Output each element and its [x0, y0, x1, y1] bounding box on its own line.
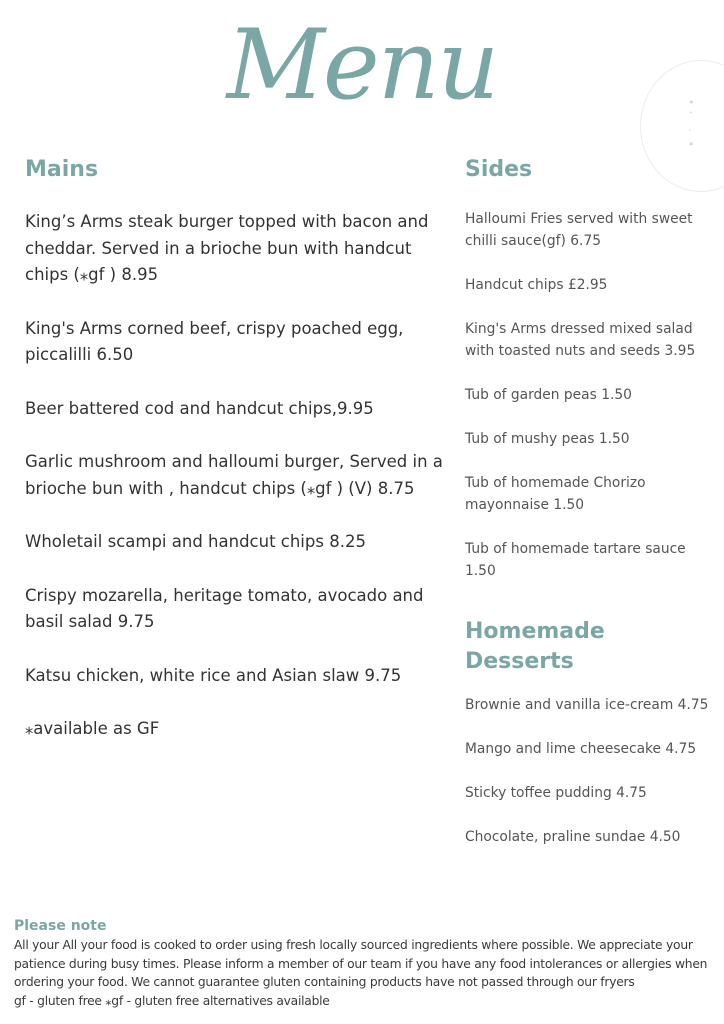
desserts-item-toffee-pudding: Sticky toffee pudding 4.75 [465, 785, 647, 801]
sides-item-tartare-sauce: Tub of homemade tartare sauce 1.50 [465, 541, 686, 579]
mains-item-halloumi-burger: Garlic mushroom and halloumi burger, Served in a brioche bun with , handcut chips (⁎gf ) (V) 8.75 [25, 452, 443, 498]
mains-section [25, 155, 445, 743]
gf-availability-note: ⁎available as GF [25, 719, 160, 738]
desserts-item-praline-sundae: Chocolate, praline sundae 4.50 [465, 829, 681, 845]
footer-note-line: gf - gluten free ⁎gf - gluten free alternatives available [14, 993, 330, 1008]
mains-heading: Mains [25, 157, 99, 182]
sides-section [465, 155, 720, 870]
mains-item-corned-beef: King's Arms corned beef, crispy poached egg, piccalilli 6.50 [25, 318, 404, 364]
footer-note [14, 916, 714, 1010]
footer-note-heading: Please note [14, 918, 107, 934]
footer-note-line: patience during busy times. Please inform a member of our team if you have any food intolerances or allergies when [14, 956, 708, 971]
menu-title: Menu [226, 9, 498, 121]
decorative-marks: • ˆ · • [688, 96, 695, 151]
sides-item-handcut-chips: Handcut chips £2.95 [465, 277, 608, 293]
mains-item-katsu-chicken: Katsu chicken, white rice and Asian slaw 9.75 [25, 665, 402, 685]
desserts-item-cheesecake: Mango and lime cheesecake 4.75 [465, 741, 697, 757]
sides-item-mixed-salad: King's Arms dressed mixed salad with toasted nuts and seeds 3.95 [465, 321, 696, 359]
sides-heading: Sides [465, 157, 533, 182]
sides-item-halloumi-fries: Halloumi Fries served with sweet chilli sauce(gf) 6.75 [465, 211, 693, 249]
footer-note-line: ordering your food. We cannot guarantee gluten containing products have not passed through our fryers [14, 975, 635, 989]
mains-item-steak-burger: King’s Arms steak burger topped with bacon and cheddar. Served in a brioche bun with handcut chips (⁎gf ) 8.95 [25, 212, 429, 284]
sides-item-chorizo-mayonnaise: Tub of homemade Chorizo mayonnaise 1.50 [465, 475, 646, 513]
desserts-heading: Homemade Desserts [465, 619, 605, 674]
mains-item-mozarella-salad: Crispy mozarella, heritage tomato, avocado and basil salad 9.75 [25, 585, 424, 631]
footer-note-line: All your All your food is cooked to order using fresh locally sourced ingredients where possible. We appreciate your [14, 938, 693, 952]
mains-item-battered-cod: Beer battered cod and handcut chips,9.95 [25, 398, 374, 418]
sides-item-garden-peas: Tub of garden peas 1.50 [465, 387, 632, 403]
desserts-item-brownie: Brownie and vanilla ice-cream 4.75 [465, 697, 709, 713]
mains-item-scampi: Wholetail scampi and handcut chips 8.25 [25, 532, 366, 551]
sides-item-mushy-peas: Tub of mushy peas 1.50 [465, 431, 630, 447]
